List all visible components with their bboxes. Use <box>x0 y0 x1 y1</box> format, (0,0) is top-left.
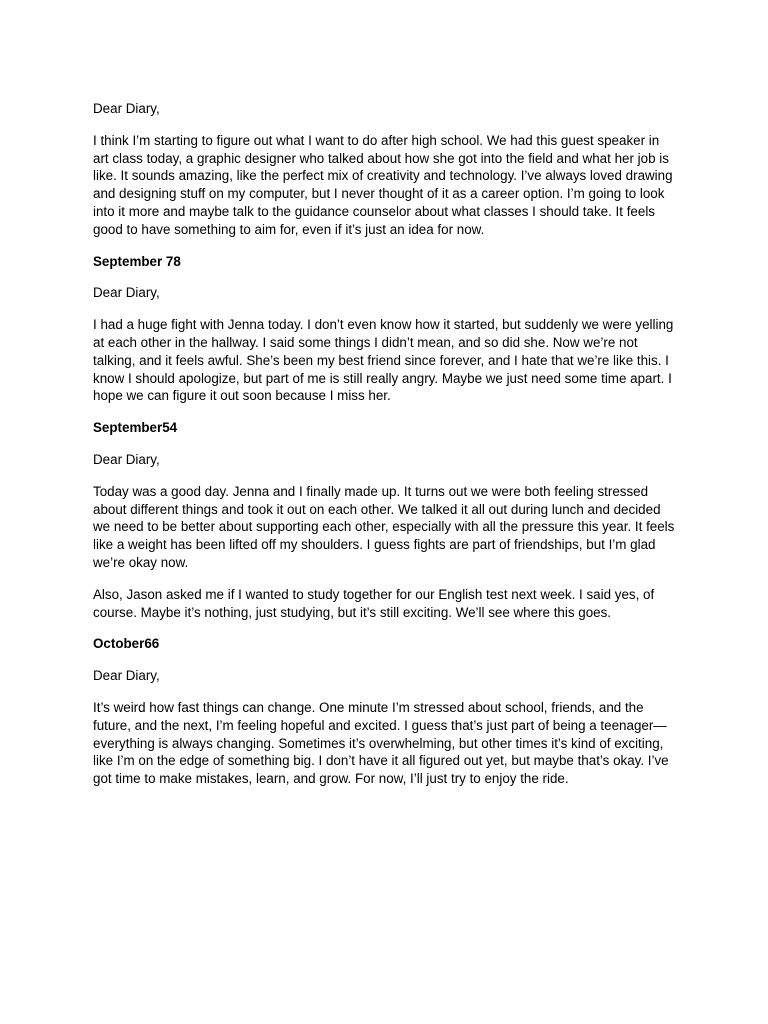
entry-salutation: Dear Diary, <box>93 101 160 116</box>
diary-entry <box>93 100 675 239</box>
entry-salutation: Dear Diary, <box>93 668 160 684</box>
diary-entry <box>93 253 675 406</box>
entry-paragraph: Today was a good day. Jenna and I finally made up. It turns out we were both feeling stressed about different things and took it out on each other. We talked it all out during lunch and decided we need to be better about supporting each other, especially with all the pressure this year. It feels like a weight has been lifted off my shoulders. I guess fights are part of friendships, but I’m glad we’re okay now. <box>93 483 675 570</box>
entry-salutation: Dear Diary, <box>93 451 160 467</box>
entry-date: September 78 <box>93 253 181 269</box>
entry-date: October66 <box>93 636 160 652</box>
entry-paragraph: I think I’m starting to figure out what I want to do after high school. We had this guest speaker in art class today, a graphic designer who talked about how she got into the field and what her job is like. It sounds amazing, like the perfect mix of creativity and technology. I’ve always loved drawing and designing stuff on my computer, but I never thought of it as a career option. I’m going to look into it more and maybe talk to the guidance counselor about what classes I should take. It feels good to have something to aim for, even if it’s just an idea for now. <box>93 132 673 237</box>
entry-salutation: Dear Diary, <box>93 285 160 301</box>
entry-paragraph: Also, Jason asked me if I wanted to study together for our English test next week. I said yes, of course. Maybe it’s nothing, just studying, but it’s still exciting. We’ll see where this goes. <box>93 586 655 620</box>
entry-date: September54 <box>93 420 178 436</box>
diary-page <box>93 100 675 802</box>
entry-paragraph: It’s weird how fast things can change. One minute I’m stressed about school, friends, and the future, and the next, I’m feeling hopeful and excited. I guess that’s just part of being a teenager—everything is always changing. Sometimes it’s overwhelming, but other times it’s kind of exciting, like I’m on the edge of something big. I don’t have it all figured out yet, but maybe that’s okay. I’ve got time to make mistakes, learn, and grow. For now, I’ll just try to enjoy the ride. <box>93 699 669 787</box>
entry-paragraph: I had a huge fight with Jenna today. I don’t even know how it started, but suddenly we were yelling at each other in the hallway. I said some things I didn’t mean, and so did she. Now we’re not talking, and it feels awful. She’s been my best friend since forever, and I hate that we’re like this. I know I should apologize, but part of me is still really angry. Maybe we just need some time apart. I hope we can figure it out soon because I miss her. <box>93 317 674 404</box>
diary-entry <box>93 635 675 788</box>
diary-entry <box>93 419 675 621</box>
